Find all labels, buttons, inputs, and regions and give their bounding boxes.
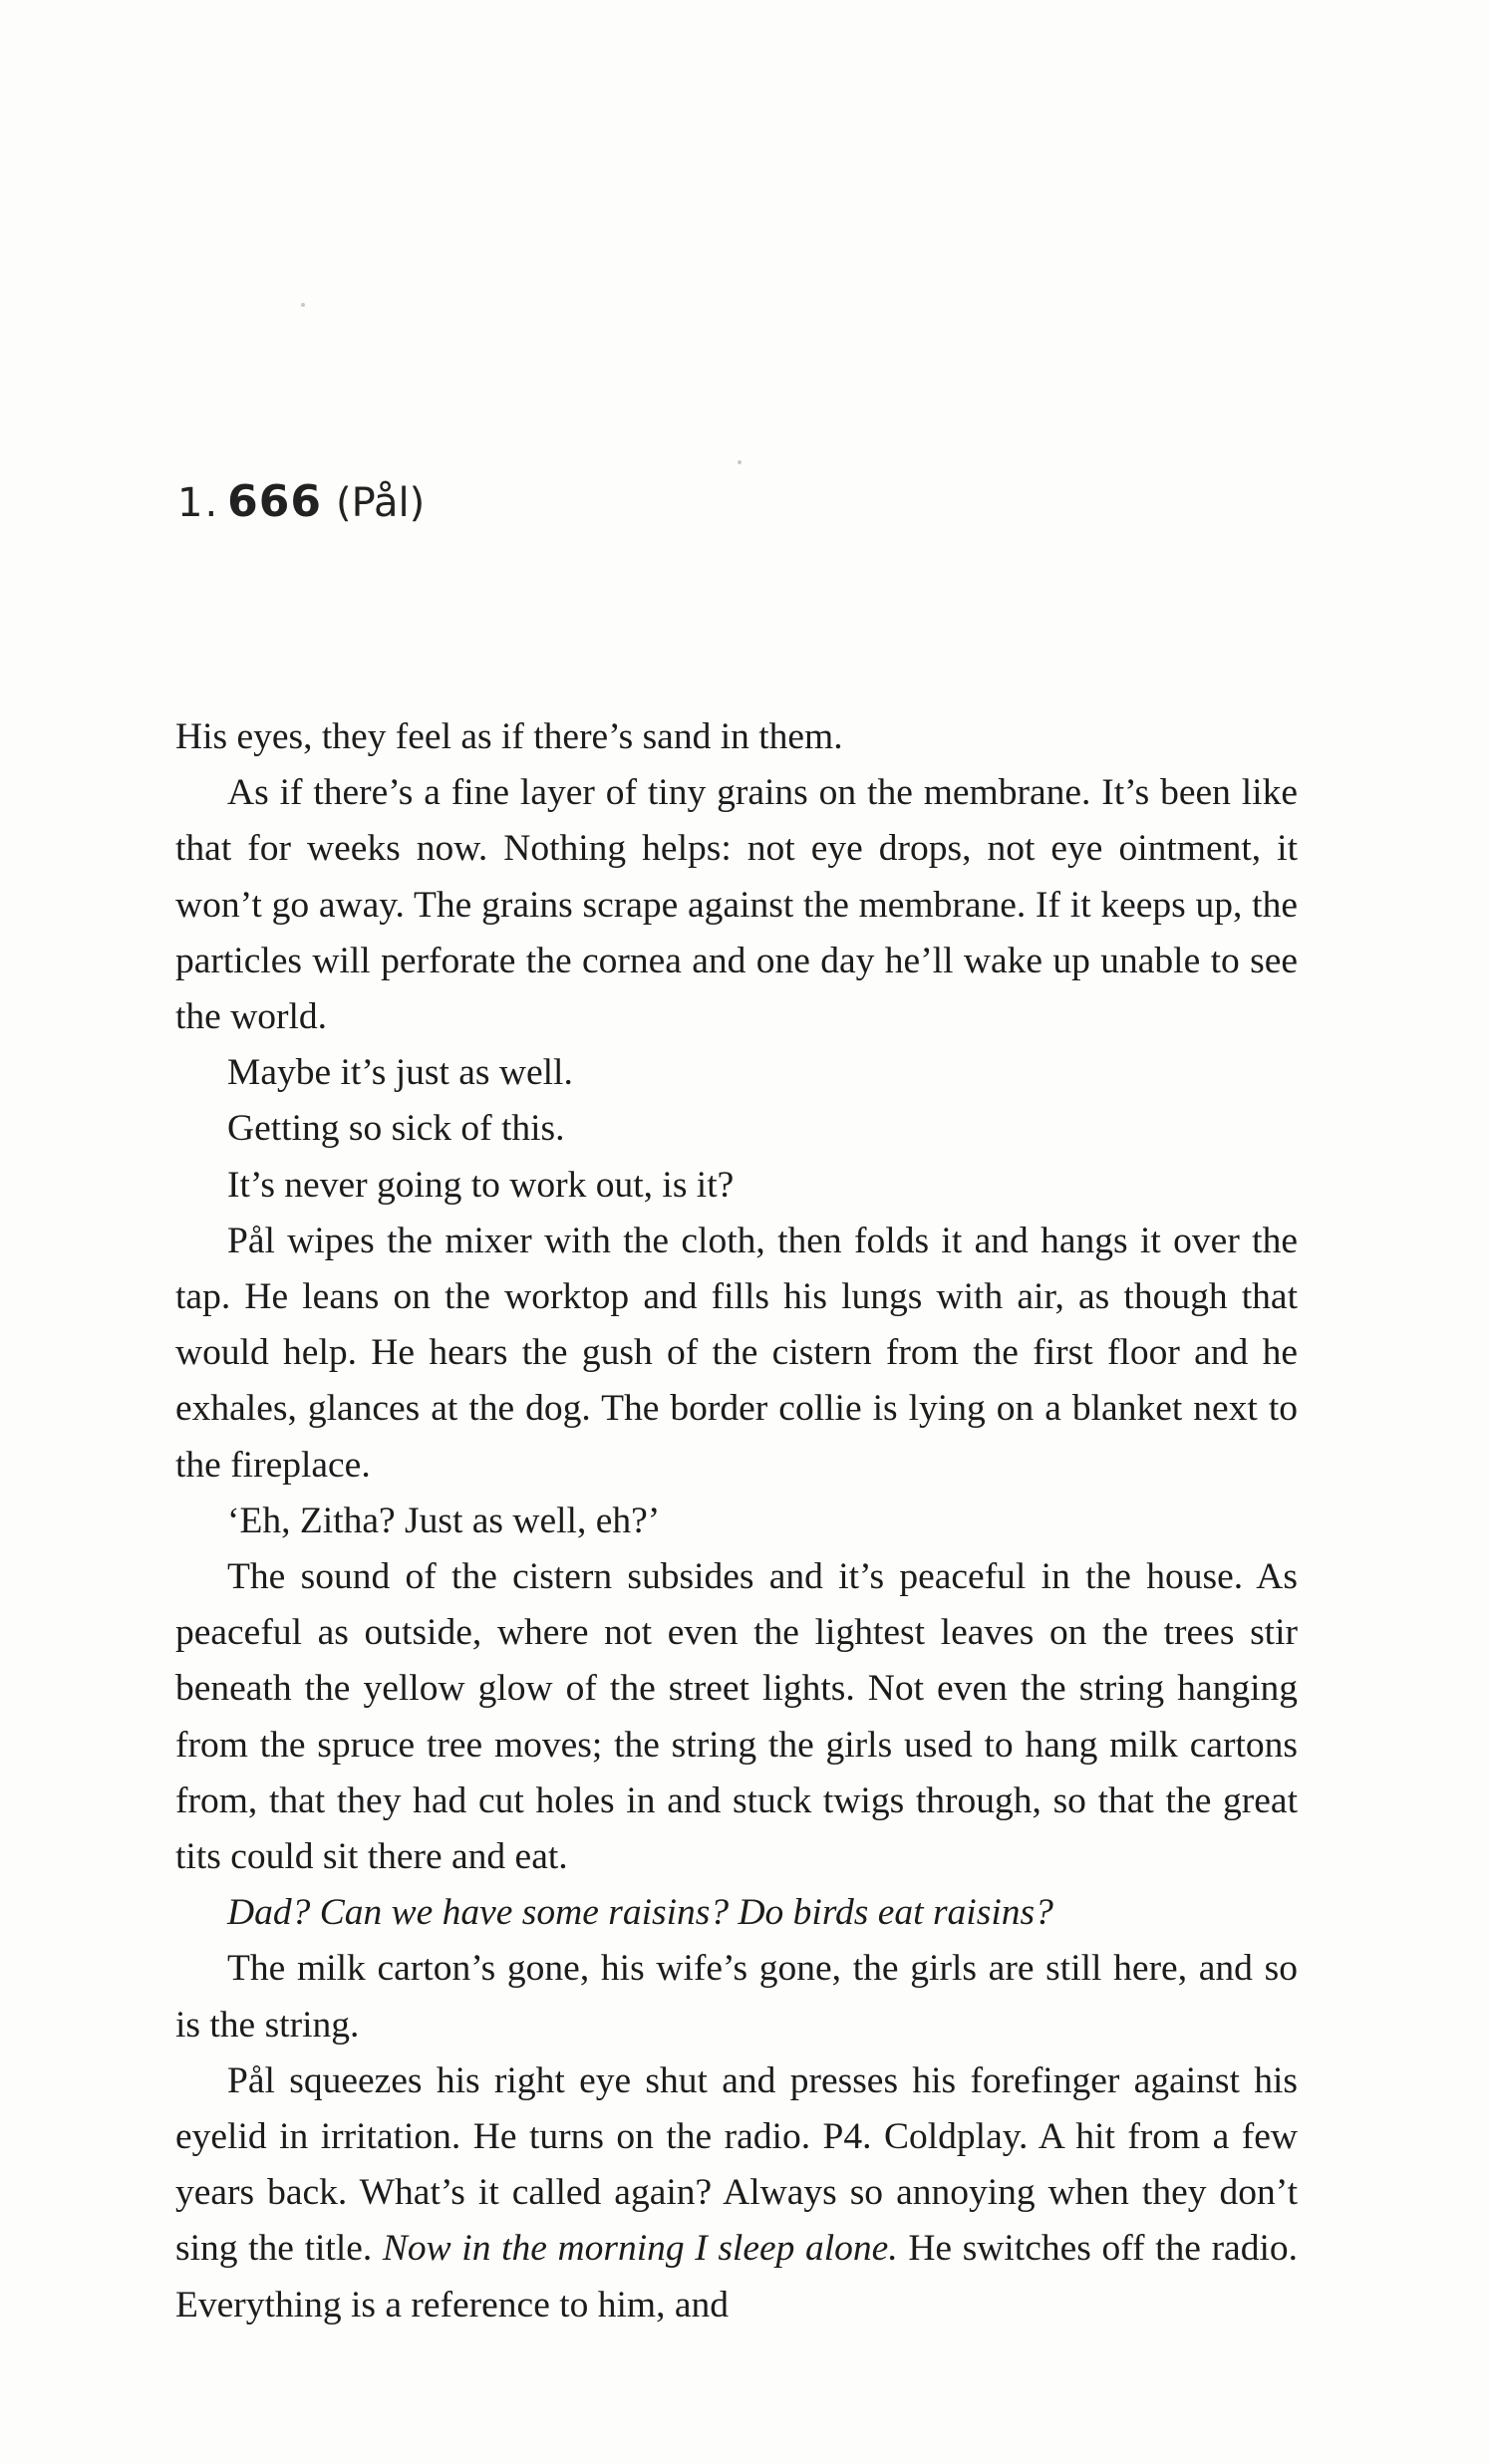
italic-text: Now in the morning I sleep alone. bbox=[382, 2228, 898, 2270]
chapter-title-name: (Pål) bbox=[336, 480, 426, 526]
chapter-heading bbox=[177, 476, 425, 536]
paragraph bbox=[175, 1494, 1298, 1549]
body-text bbox=[175, 709, 1298, 2333]
paragraph-text: ‘Eh, Zitha? Just as well, eh?’ bbox=[227, 1500, 661, 1541]
paragraph bbox=[175, 1045, 1298, 1101]
italic-text: Dad? Can we have some raisins? Do birds eat raisins? bbox=[227, 1892, 1053, 1934]
paragraph-text: Maybe it’s just as well. bbox=[227, 1052, 573, 1094]
paragraph-text: The sound of the cistern subsides and it’s peaceful in the house. As peaceful as outside, where not even the lightest leaves on the trees stir beneath the yellow glow of the street lights. Not even the string hanging from the spruce tree moves; the string the girls used to hang milk cartons from, that they had cut holes in and stuck twigs through, so that the great tits could sit there and eat. bbox=[175, 1556, 1298, 1878]
paragraph-text: Getting so sick of this. bbox=[227, 1108, 565, 1150]
paragraph-text: Pål wipes the mixer with the cloth, then folds it and hangs it over the tap. He leans on the worktop and fills his lungs with air, as though that would help. He hears the gush of the cistern from the first floor and he exhales, glances at the dog. The border collie is lying on a blanket next to the fireplace. bbox=[175, 1220, 1298, 1486]
paragraph bbox=[175, 1101, 1298, 1157]
paragraph-text: The milk carton’s gone, his wife’s gone, the girls are still here, and so is the string. bbox=[175, 1948, 1298, 2046]
page-speck bbox=[301, 303, 305, 307]
paragraph-text: He switches off the radio. Everything is a reference to him, and bbox=[175, 2228, 1298, 2326]
paragraph-text: His eyes, they feel as if there’s sand in them. bbox=[175, 716, 843, 757]
paragraph bbox=[175, 2053, 1298, 2333]
chapter-number: 1 bbox=[177, 480, 205, 526]
paragraph bbox=[175, 1158, 1298, 1214]
page-speck bbox=[738, 460, 742, 464]
paragraph bbox=[175, 1941, 1298, 2053]
paragraph bbox=[175, 765, 1298, 1045]
paragraph bbox=[175, 1549, 1298, 1885]
paragraph bbox=[175, 1214, 1298, 1494]
paragraph bbox=[175, 1885, 1298, 1941]
chapter-title-number: 666 bbox=[227, 476, 323, 527]
paragraph-text: Pål squeezes his right eye shut and presses his forefinger against his eyelid in irritation. He turns on the radio. P4. Coldplay. A hit from a few years back. What’s it called again? Always so annoying when they don’t sing the title. bbox=[175, 2059, 1298, 2270]
paragraph-text: As if there’s a fine layer of tiny grains on the membrane. It’s been like that for weeks now. Nothing helps: not eye drops, not eye ointment, it won’t go away. The grains scrape against the membrane. If it keeps up, the particles will perforate the cornea and one day he’ll wake up unable to see the world. bbox=[175, 772, 1298, 1038]
chapter-number-separator: . bbox=[204, 480, 218, 526]
paragraph bbox=[175, 709, 1298, 765]
paragraph-text: It’s never going to work out, is it? bbox=[227, 1164, 735, 1206]
